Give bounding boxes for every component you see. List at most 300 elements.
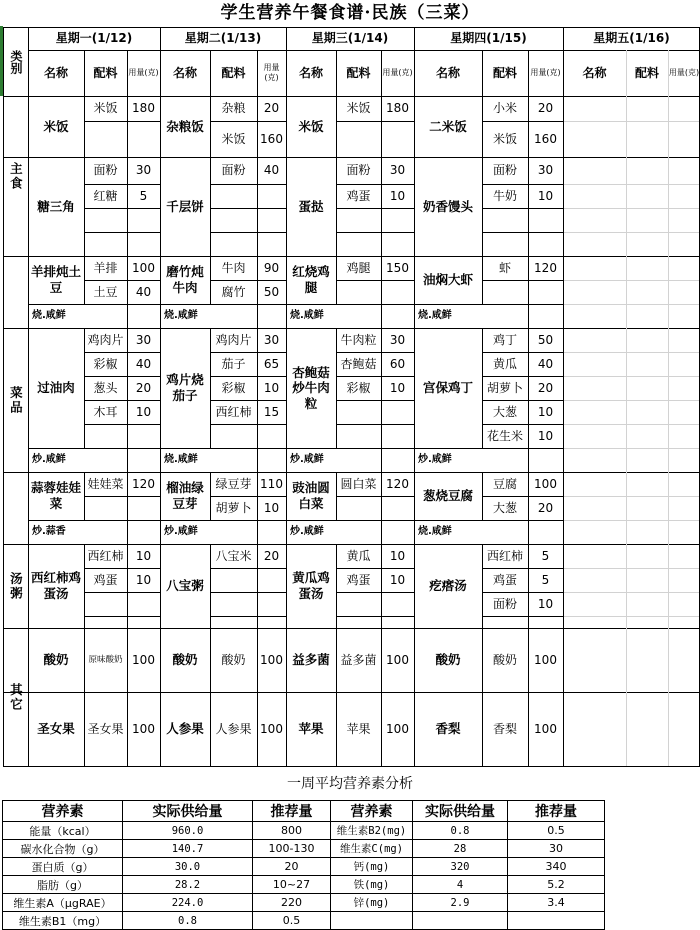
grid-gap [210, 449, 211, 472]
ingredient-qty: 100 [386, 652, 409, 667]
cooking-method-note: 炒.咸鲜 [418, 453, 452, 465]
ingredient-qty: 65 [263, 356, 280, 371]
grid-line [210, 184, 286, 185]
nutrition-row [3, 876, 605, 894]
grid-line [563, 520, 700, 521]
ingredient-qty: 60 [389, 356, 406, 371]
actual-value: 0.8 [413, 822, 508, 840]
ingredient-qty: 5 [139, 188, 148, 203]
ingredient-name: 面粉 [221, 163, 246, 177]
grid-line [482, 400, 563, 401]
ingredient-qty: 20 [537, 500, 554, 515]
recommended-value: 100-130 [253, 840, 331, 858]
ingredient-name: 西红柿 [215, 404, 252, 419]
ingredient-name: 彩椒 [221, 380, 246, 395]
grid-line [84, 280, 160, 281]
cooking-method-note: 烧.咸鲜 [164, 453, 198, 465]
grid-line [563, 121, 700, 122]
ingredient-qty: 10 [135, 404, 152, 419]
grid-line [210, 616, 286, 617]
ingredient-qty: 20 [263, 548, 280, 563]
ingredient-qty: 100 [260, 721, 283, 736]
ingredient-name: 胡萝卜 [215, 500, 252, 515]
recommended-value: 3.4 [508, 894, 605, 912]
grid-line [563, 376, 700, 377]
ingredient-name: 大葱 [492, 404, 517, 419]
ingredient-qty: 150 [386, 260, 409, 275]
ingredient-name: 鸡蛋 [346, 188, 371, 203]
actual-value: 960.0 [123, 822, 253, 840]
grid-line [563, 352, 700, 353]
ingredient-name: 西红柿 [87, 548, 124, 563]
grid-gap [482, 449, 483, 472]
grid-line [563, 208, 700, 209]
nutrient-name: 脂肪（g） [3, 876, 123, 894]
grid-line [482, 184, 563, 185]
nutrition-row [3, 840, 605, 858]
dish-name: 油焖大虾 [422, 272, 473, 288]
grid-line [84, 496, 160, 497]
grid-line [482, 232, 563, 233]
dish-name: 千层饼 [166, 198, 204, 214]
grid-line [482, 616, 563, 617]
ingredient-name: 面粉 [492, 163, 517, 177]
ingredient-qty: 10 [537, 428, 554, 443]
ingredient-name: 娃娃菜 [87, 476, 124, 491]
cooking-method-note: 炒.咸鲜 [290, 525, 324, 537]
ingredient-name: 鸡肉片 [87, 332, 124, 347]
dish-name: 圣女果 [37, 721, 75, 737]
ingredient-qty: 100 [534, 476, 557, 491]
ingredient-qty: 30 [135, 163, 152, 177]
nutrient-name: 维生素B1（mg） [3, 912, 123, 930]
grid-line [563, 184, 700, 185]
ingredient-name: 面粉 [346, 163, 371, 177]
ingredient-qty: 50 [263, 284, 280, 299]
ingredient-name: 葱头 [93, 380, 118, 395]
grid-line [482, 208, 563, 209]
day-header: 星期三(1/14) [311, 31, 389, 45]
grid-line [210, 400, 286, 401]
recommended-value: 30 [508, 840, 605, 858]
grid-line [482, 592, 563, 593]
nutrient-name: 维生素B2(mg) [331, 822, 413, 840]
grid-line [84, 121, 160, 122]
ingredient-name: 小米 [492, 101, 517, 115]
recommended-value: 0.5 [508, 822, 605, 840]
ingredient-qty: 90 [263, 260, 280, 275]
day-header: 星期二(1/13) [184, 31, 262, 45]
grid-line [210, 496, 286, 497]
grid-line [84, 184, 160, 185]
ingredient-qty: 10 [263, 380, 280, 395]
grid-line [414, 520, 563, 521]
col-qty-header: 用量(克) [128, 68, 159, 77]
ingredient-qty: 50 [537, 332, 554, 347]
grid-line [28, 50, 700, 51]
nutrient-name: 铁(mg) [331, 876, 413, 894]
ingredient-qty: 10 [389, 572, 406, 587]
grid-line [28, 256, 700, 257]
dish-name: 奶香馒头 [422, 198, 473, 214]
cooking-method-note: 烧.咸鲜 [290, 309, 324, 321]
grid-line [84, 50, 85, 766]
day-header: 星期四(1/15) [450, 31, 527, 45]
ingredient-name: 彩椒 [346, 380, 371, 395]
day-header: 星期一(1/12) [55, 31, 133, 45]
ingredient-qty: 100 [386, 721, 409, 736]
ingredient-name: 土豆 [93, 284, 118, 299]
ingredient-name: 米饭 [221, 131, 246, 146]
ingredient-name: 黄瓜 [492, 356, 517, 371]
ingredient-qty: 100 [132, 260, 155, 275]
cooking-method-note: 炒.蒜香 [32, 525, 66, 537]
ingredient-qty: 30 [263, 332, 280, 347]
grid-line [160, 304, 286, 305]
grid-line [336, 208, 414, 209]
day-header: 星期五(1/16) [593, 31, 670, 45]
ingredient-qty: 100 [260, 652, 283, 667]
header-recommended-2: 推荐量 [508, 801, 605, 822]
grid-line [127, 50, 128, 766]
grid-line [286, 304, 414, 305]
col-ingredient-header: 配料 [492, 65, 517, 80]
ingredient-qty: 40 [135, 356, 152, 371]
col-ingredient-header: 配料 [346, 65, 371, 80]
nutrient-name: 能量（kcal） [3, 822, 123, 840]
dish-name: 过油肉 [37, 380, 75, 396]
grid-line [257, 50, 258, 766]
grid-line [336, 592, 414, 593]
nutrition-row [3, 894, 605, 912]
grid-line [3, 157, 700, 158]
grid-line [210, 376, 286, 377]
nutrition-title: 一周平均营养素分析 [287, 776, 413, 792]
grid-gap [336, 521, 337, 544]
ingredient-qty: 100 [132, 721, 155, 736]
grid-line [160, 448, 286, 449]
grid-line [210, 121, 286, 122]
grid-line [84, 376, 160, 377]
ingredient-name: 八宝米 [215, 548, 252, 563]
category-label: 汤粥 [8, 571, 24, 601]
category-label: 其它 [8, 682, 24, 712]
grid-line [336, 400, 414, 401]
ingredient-qty: 120 [386, 476, 409, 491]
ingredient-name: 牛肉粒 [340, 332, 377, 347]
grid-line [482, 376, 563, 377]
nutrient-name: 锌(mg) [331, 894, 413, 912]
recommended-value: 220 [253, 894, 331, 912]
ingredient-name: 虾 [498, 260, 511, 275]
recommended-value: 340 [508, 858, 605, 876]
recommended-value: 10~27 [253, 876, 331, 894]
ingredient-name: 面粉 [93, 163, 118, 177]
ingredient-qty: 20 [135, 380, 152, 395]
nutrition-header-row [3, 801, 605, 822]
dish-name: 酸奶 [172, 652, 198, 668]
ingredient-qty: 160 [260, 131, 283, 146]
grid-gap [336, 449, 337, 472]
dish-name: 酸奶 [435, 652, 461, 668]
grid-line [286, 27, 287, 766]
grid-gap [84, 521, 85, 544]
ingredient-qty: 5 [541, 572, 550, 587]
grid-line [336, 121, 414, 122]
grid-line [482, 568, 563, 569]
ingredient-name: 原味酸奶 [88, 654, 123, 665]
dish-name: 苹果 [298, 721, 324, 737]
ingredient-name: 花生米 [486, 428, 523, 443]
ingredient-qty: 40 [135, 284, 152, 299]
ingredient-qty: 120 [132, 476, 155, 491]
ingredient-name: 鸡蛋 [492, 572, 517, 587]
ingredient-qty: 180 [386, 101, 409, 115]
grid-line [210, 208, 286, 209]
ingredient-name: 酸奶 [492, 652, 517, 667]
nutrient-name: 蛋白质（g） [3, 858, 123, 876]
dish-name: 杏鲍菇炒牛肉粒 [292, 364, 330, 411]
ingredient-name: 鸡腿 [346, 260, 371, 275]
actual-value: 30.0 [123, 858, 253, 876]
grid-line [3, 96, 700, 97]
ingredient-qty: 20 [537, 380, 554, 395]
recommended-value: 800 [253, 822, 331, 840]
cooking-method-note: 烧.咸鲜 [418, 309, 452, 321]
dish-name: 人参果 [166, 721, 204, 737]
ingredient-name: 彩椒 [93, 356, 118, 371]
grid-line [210, 280, 286, 281]
grid-line [3, 766, 700, 767]
grid-line [84, 232, 160, 233]
ingredient-qty: 10 [135, 548, 152, 563]
grid-line [336, 376, 414, 377]
cooking-method-note: 烧.咸鲜 [32, 309, 66, 321]
grid-line [563, 616, 700, 617]
ingredient-name: 鸡肉片 [215, 332, 252, 347]
grid-gap [210, 521, 211, 544]
dish-name: 鸡片烧茄子 [166, 372, 204, 403]
header-nutrient: 营养素 [3, 801, 123, 822]
grid-line [381, 50, 382, 766]
grid-line [28, 448, 160, 449]
grid-line [336, 50, 337, 766]
dish-name: 羊排炖土豆 [30, 264, 81, 295]
nutrition-row [3, 912, 605, 930]
col-ingredient-header: 配料 [634, 65, 659, 80]
ingredient-name: 羊排 [93, 260, 118, 275]
grid-line [3, 27, 700, 28]
nutrition-table [2, 800, 605, 930]
grid-line [210, 352, 286, 353]
cooking-method-note: 炒.咸鲜 [32, 453, 66, 465]
grid-line [336, 424, 414, 425]
ingredient-name: 苹果 [346, 721, 371, 736]
col-ingredient-header: 配料 [93, 65, 118, 80]
ingredient-name: 香梨 [492, 721, 517, 736]
ingredient-name: 腐竹 [221, 284, 246, 299]
nutrient-name: 维生素C(mg) [331, 840, 413, 858]
grid-line [84, 592, 160, 593]
grid-line [414, 304, 563, 305]
grid-line [336, 496, 414, 497]
grid-line [84, 352, 160, 353]
ingredient-name: 绿豆芽 [215, 476, 252, 491]
grid-line [563, 304, 700, 305]
actual-value: 4 [413, 876, 508, 894]
nutrient-name: 钙(mg) [331, 858, 413, 876]
ingredient-name: 杂粮 [221, 101, 246, 115]
dish-name: 糖三角 [37, 198, 75, 214]
grid-line [482, 352, 563, 353]
dish-name: 蛋挞 [298, 198, 324, 214]
ingredient-qty: 160 [534, 131, 557, 146]
dish-name: 疙瘩汤 [429, 578, 467, 594]
ingredient-qty: 20 [263, 101, 280, 115]
grid-line [482, 121, 563, 122]
dish-name: 磨竹炖牛肉 [166, 264, 204, 295]
grid-line [336, 184, 414, 185]
ingredient-qty: 10 [537, 404, 554, 419]
dish-name: 蒜蓉娃娃菜 [30, 480, 81, 511]
grid-line [28, 27, 29, 766]
header-recommended: 推荐量 [253, 801, 331, 822]
grid-line [84, 424, 160, 425]
grid-line [336, 232, 414, 233]
grid-line [3, 692, 700, 693]
grid-line [482, 496, 563, 497]
ingredient-qty: 10 [389, 188, 406, 203]
page-title: 学生营养午餐食谱·民族（三菜） [220, 3, 480, 23]
ingredient-name: 圆白菜 [340, 476, 377, 491]
ingredient-qty: 100 [534, 652, 557, 667]
ingredient-name: 红糖 [93, 188, 118, 203]
col-qty-header: 用量(克) [668, 68, 700, 77]
ingredient-name: 鸡蛋 [93, 572, 118, 587]
grid-line [210, 232, 286, 233]
header-actual-2: 实际供给量 [413, 801, 508, 822]
ingredient-qty: 40 [263, 163, 280, 177]
ingredient-qty: 100 [534, 721, 557, 736]
grid-line [3, 472, 700, 473]
col-name-header: 名称 [298, 65, 323, 80]
grid-line [563, 592, 700, 593]
actual-value: 28.2 [123, 876, 253, 894]
grid-line [528, 50, 529, 766]
grid-line [210, 424, 286, 425]
dish-name: 香梨 [435, 721, 461, 737]
recommended-value: 20 [253, 858, 331, 876]
grid-line [28, 520, 160, 521]
dish-name: 二米饭 [429, 118, 467, 134]
recommended-value: 0.5 [253, 912, 331, 930]
grid-line [84, 400, 160, 401]
grid-line [84, 208, 160, 209]
col-name-header: 名称 [172, 65, 197, 80]
ingredient-qty: 10 [537, 596, 554, 611]
dish-name: 益多菌 [292, 652, 330, 668]
ingredient-name: 人参果 [215, 721, 252, 736]
actual-value: 320 [413, 858, 508, 876]
dish-name: 西红柿鸡蛋汤 [30, 570, 81, 601]
grid-gap [84, 305, 85, 328]
dish-name: 宫保鸡丁 [422, 380, 473, 396]
grid-line [563, 568, 700, 569]
ingredient-name: 米饭 [346, 101, 371, 115]
recommended-value: 5.2 [508, 876, 605, 894]
ingredient-qty: 180 [132, 101, 155, 115]
category-label: 主食 [8, 161, 24, 191]
col-qty-header: 用量(克) [263, 63, 280, 82]
grid-line [3, 544, 700, 545]
dish-name: 红烧鸡腿 [292, 264, 330, 295]
ingredient-qty: 30 [537, 163, 554, 177]
dish-name: 米饭 [43, 118, 69, 134]
cooking-method-note: 炒.咸鲜 [290, 453, 324, 465]
header-nutrient-2: 营养素 [331, 801, 413, 822]
ingredient-name: 牛肉 [221, 260, 246, 275]
grid-line [84, 616, 160, 617]
grid-line [84, 568, 160, 569]
ingredient-name: 米饭 [492, 131, 517, 146]
grid-line [3, 328, 700, 329]
ingredient-qty: 20 [537, 101, 554, 115]
col-name-header: 名称 [435, 65, 460, 80]
dish-name: 黄瓜鸡蛋汤 [292, 570, 330, 601]
ingredient-qty: 5 [541, 548, 550, 563]
ingredient-qty: 40 [537, 356, 554, 371]
grid-line [482, 424, 563, 425]
grid-line [563, 27, 564, 766]
grid-line [563, 424, 700, 425]
grid-line [482, 280, 563, 281]
grid-line [210, 568, 286, 569]
dish-name: 米饭 [298, 118, 324, 134]
nutrient-name: 维生素A（μgRAE） [3, 894, 123, 912]
ingredient-name: 鸡丁 [492, 332, 517, 347]
recommended-value [508, 912, 605, 930]
grid-line [336, 280, 414, 281]
grid-line [336, 616, 414, 617]
ingredient-name: 面粉 [492, 596, 517, 611]
ingredient-qty: 10 [389, 548, 406, 563]
ingredient-name: 牛奶 [492, 188, 517, 203]
grid-gap [482, 521, 483, 544]
grid-line [28, 304, 160, 305]
nutrition-row [3, 822, 605, 840]
grid-line [626, 50, 627, 766]
nutrient-name [331, 912, 413, 930]
grid-line [563, 232, 700, 233]
cooking-method-note: 炒.咸鲜 [164, 525, 198, 537]
ingredient-qty: 10 [537, 188, 554, 203]
ingredient-name: 鸡蛋 [346, 572, 371, 587]
ingredient-name: 酸奶 [221, 652, 246, 667]
cooking-method-note: 烧.咸鲜 [164, 309, 198, 321]
dish-name: 酸奶 [43, 652, 69, 668]
ingredient-qty: 30 [135, 332, 152, 347]
ingredient-name: 大葱 [492, 500, 517, 515]
grid-line [668, 50, 669, 766]
grid-line [414, 27, 415, 766]
col-qty-header: 用量(克) [530, 68, 561, 77]
ingredient-name: 米饭 [93, 101, 118, 115]
actual-value [413, 912, 508, 930]
grid-gap [210, 305, 211, 328]
dish-name: 八宝粥 [166, 578, 204, 594]
category-header: 类别 [9, 49, 23, 74]
header-actual: 实际供给量 [123, 801, 253, 822]
